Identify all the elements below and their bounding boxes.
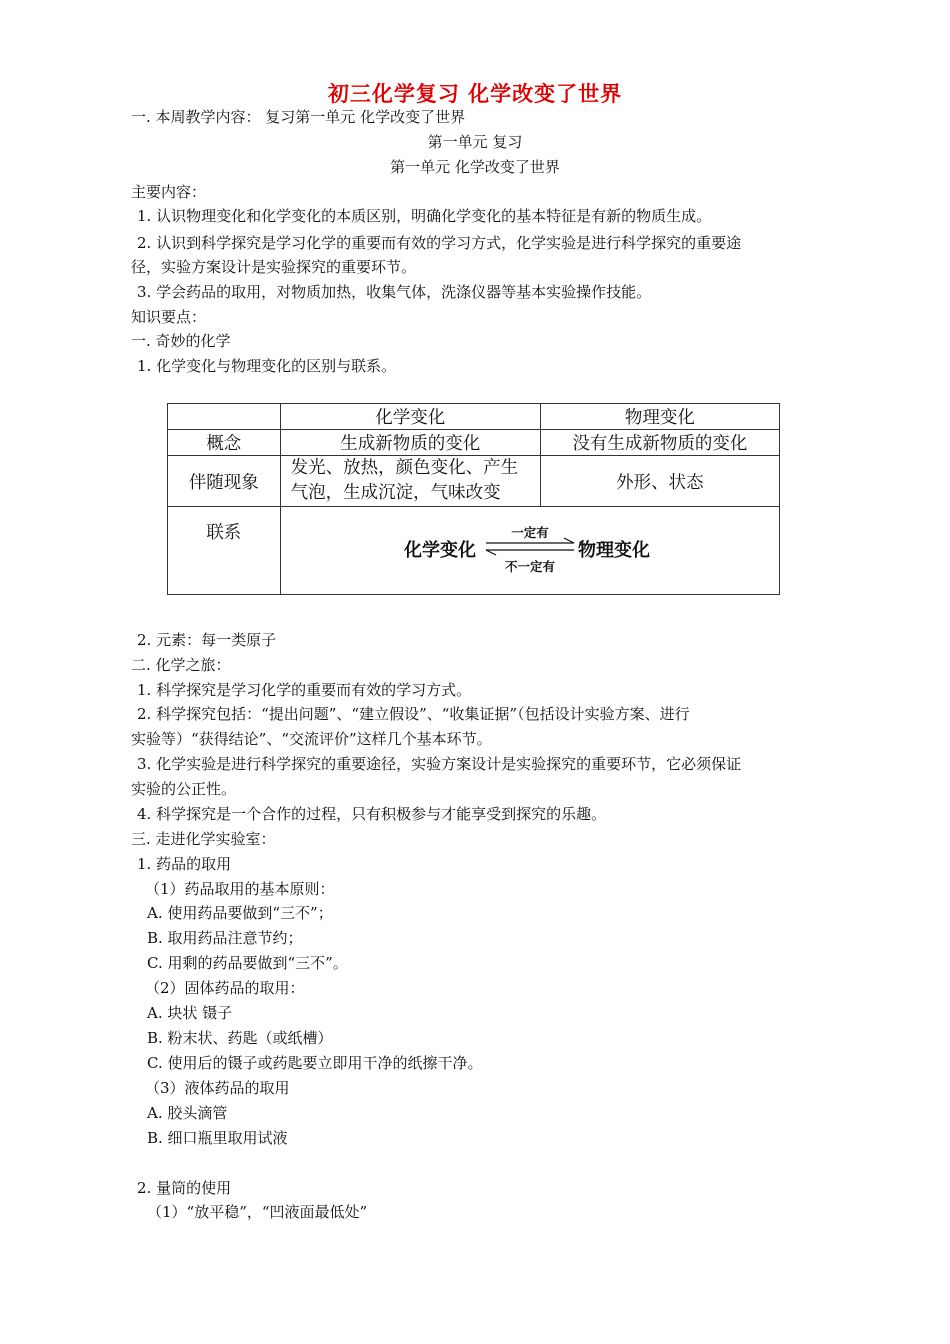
section-3-line: A. 使用药品要做到“三不”；: [147, 904, 333, 922]
row-label-phenomena: 伴随现象: [168, 456, 281, 507]
section-3-line: A. 块状 镊子: [147, 1004, 233, 1022]
relation-arrows: [281, 513, 780, 588]
document-title: 初三化学复习 化学改变了世界: [327, 82, 623, 106]
cell-phys-phenomena: 外形、状态: [540, 456, 779, 507]
content-line: 一. 本周教学内容： 复习第一单元 化学改变了世界: [131, 108, 466, 126]
table-header-row: [168, 404, 780, 430]
section-1-item-1: 1. 化学变化与物理变化的区别与联系。: [137, 357, 397, 375]
section-3-line: （1）药品取用的基本原则：: [145, 880, 335, 898]
subtitle-unit: 第一单元 化学改变了世界: [390, 158, 560, 176]
cylinder-sub-1: （1）“放平稳”，“凹液面最低处”: [147, 1203, 368, 1221]
chem-phenomena-line-1: 发光、放热，颜色变化、产生: [290, 458, 519, 478]
section-3-line: B. 取用药品注意节约；: [147, 929, 303, 947]
table-header-chem: 化学变化: [280, 404, 540, 430]
section-3-line: A. 胶头滴管: [147, 1104, 228, 1122]
relation-diagram: [281, 513, 779, 588]
subtitle-review: 第一单元 复习: [427, 133, 523, 151]
cell-chem-phenomena: [280, 456, 540, 507]
section-2-line: 实验的公正性。: [131, 780, 237, 798]
cylinder-heading: 2. 量筒的使用: [137, 1179, 232, 1197]
main-item-3: 3. 学会药品的取用，对物质加热，收集气体，洗涤仪器等基本实验操作技能。: [137, 283, 652, 301]
section-1-item-2: 2. 元素：每一类原子: [137, 631, 277, 649]
cell-phys-concept: 没有生成新物质的变化: [540, 430, 779, 456]
table-row: [168, 507, 780, 595]
section-2-line: 1. 科学探究是学习化学的重要而有效的学习方式。: [137, 681, 472, 699]
table-header-phys: 物理变化: [540, 404, 779, 430]
section-3-line: （3）液体药品的取用: [145, 1079, 290, 1097]
main-item-1: 1. 认识物理变化和化学变化的本质区别，明确化学变化的基本特征是有新的物质生成。: [137, 207, 712, 225]
main-content-heading: 主要内容：: [131, 183, 207, 201]
section-2-line: 2. 科学探究包括：“提出问题”、“建立假设”、“收集证据”（包括设计实验方案、进行: [137, 705, 690, 723]
cell-chem-concept: 生成新物质的变化: [280, 430, 540, 456]
section-3-line: C. 使用后的镊子或药匙要立即用干净的纸擦干净。: [147, 1054, 483, 1072]
table-row: [168, 430, 780, 456]
section-2-heading: 二. 化学之旅：: [131, 656, 231, 674]
table-header-empty: [168, 404, 281, 430]
table-row: [168, 456, 780, 507]
relation-right-label: 物理变化: [577, 540, 650, 560]
row-label-relation: 联系: [168, 507, 281, 595]
main-item-2: 2. 认识到科学探究是学习化学的重要而有效的学习方式，化学实验是进行科学探究的重要途: [137, 234, 742, 252]
section-3-heading: 三. 走进化学实验室：: [131, 830, 276, 848]
relation-left-label: 化学变化: [403, 540, 476, 560]
arrow-bottom-head: [486, 550, 496, 555]
section-3-line: （2）固体药品的取用：: [145, 979, 305, 997]
section-2-line: 实验等）“获得结论”、“交流评价”这样几个基本环节。: [131, 730, 492, 748]
section-2-line: 4. 科学探究是一个合作的过程，只有积极参与才能享受到探究的乐趣。: [137, 805, 607, 823]
arrow-top-label: 一定有: [510, 526, 549, 540]
section-1-heading: 一. 奇妙的化学: [131, 332, 231, 350]
row-label-concept: 概念: [168, 430, 281, 456]
knowledge-heading: 知识要点：: [131, 308, 207, 326]
chem-phenomena-line-2: 气泡，生成沉淀，气味改变: [290, 483, 501, 503]
cell-relation-diagram: [280, 507, 779, 595]
section-2-line: 3. 化学实验是进行科学探究的重要途径，实验方案设计是实验探究的重要环节，它必须保证: [137, 755, 742, 773]
comparison-table: [167, 403, 780, 595]
section-3-line: C. 用剩的药品要做到“三不”。: [147, 954, 348, 972]
arrow-top-head: [564, 538, 574, 543]
main-item-2-cont: 径，实验方案设计是实验探究的重要环节。: [131, 258, 417, 276]
section-3-line: 1. 药品的取用: [137, 855, 232, 873]
section-3-line: B. 粉末状、药匙（或纸槽）: [147, 1029, 333, 1047]
section-3-line: B. 细口瓶里取用试液: [147, 1129, 288, 1147]
arrow-bottom-label: 不一定有: [504, 560, 555, 574]
